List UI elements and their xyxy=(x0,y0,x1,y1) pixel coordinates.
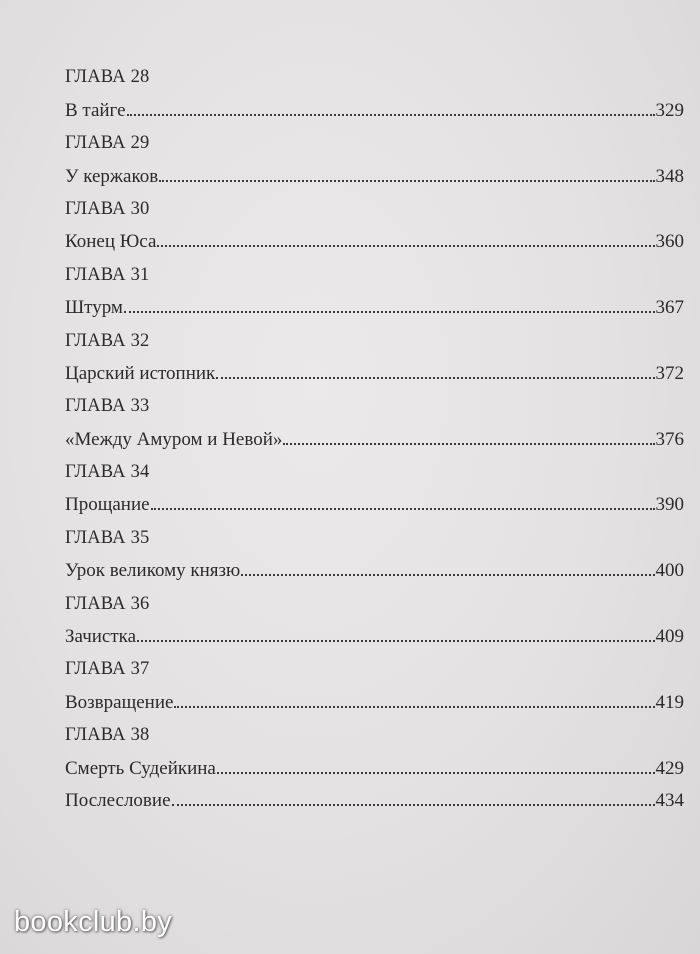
chapter-heading: ГЛАВА 35 xyxy=(65,527,150,548)
dot-leader xyxy=(172,804,655,806)
toc-entry-afterword xyxy=(65,782,684,815)
chapter-heading: ГЛАВА 37 xyxy=(65,659,150,680)
chapter-heading: ГЛАВА 29 xyxy=(65,133,150,154)
toc-entry xyxy=(65,617,684,650)
dot-leader xyxy=(151,508,655,510)
page-number: 376 xyxy=(655,428,684,450)
table-of-contents xyxy=(65,58,684,814)
dot-leader xyxy=(137,640,654,642)
toc-entry xyxy=(65,354,684,387)
entry-title: Конец Юса xyxy=(65,231,157,253)
page-number: 372 xyxy=(655,362,684,384)
toc-entry xyxy=(65,551,684,584)
entry-title: В тайге xyxy=(65,99,126,121)
page-number: 360 xyxy=(655,231,684,253)
dot-leader xyxy=(283,443,654,445)
dot-leader xyxy=(216,377,654,379)
page-number: 429 xyxy=(655,757,684,779)
page-number: 419 xyxy=(655,691,684,713)
entry-title: У кержаков xyxy=(65,165,159,187)
entry-title: «Между Амуром и Невой» xyxy=(65,428,283,450)
toc-entry xyxy=(65,486,684,519)
dot-leader xyxy=(124,311,655,313)
page-number: 434 xyxy=(655,790,684,812)
watermark: bookclub.by xyxy=(14,906,173,938)
entry-title: Штурм xyxy=(65,297,123,319)
toc-entry xyxy=(65,222,684,255)
dot-leader xyxy=(217,772,655,774)
page-number: 329 xyxy=(655,99,684,121)
entry-title: Зачистка xyxy=(65,626,137,648)
entry-title: Возвращение xyxy=(65,691,174,713)
chapter-heading: ГЛАВА 36 xyxy=(65,593,150,614)
toc-entry xyxy=(65,749,684,782)
entry-title: Послесловие xyxy=(65,790,171,812)
page-number: 400 xyxy=(655,560,684,582)
entry-title: Царский истопник xyxy=(65,362,216,384)
dot-leader xyxy=(241,574,654,576)
toc-entry xyxy=(65,91,684,124)
page-number: 390 xyxy=(655,494,684,516)
chapter-heading: ГЛАВА 31 xyxy=(65,264,150,285)
dot-leader xyxy=(174,706,654,708)
entry-title: Урок великому князю xyxy=(65,560,241,582)
chapter-heading: ГЛАВА 38 xyxy=(65,725,150,746)
page-number: 367 xyxy=(655,297,684,319)
dot-leader xyxy=(157,245,654,247)
chapter-heading: ГЛАВА 34 xyxy=(65,462,150,483)
chapter-heading: ГЛАВА 33 xyxy=(65,396,150,417)
dot-leader xyxy=(127,114,655,116)
toc-entry xyxy=(65,157,684,190)
chapter-heading: ГЛАВА 28 xyxy=(65,67,150,88)
dot-leader xyxy=(159,180,654,182)
toc-entry xyxy=(65,683,684,716)
chapter-heading: ГЛАВА 30 xyxy=(65,198,150,219)
entry-title: Прощание xyxy=(65,494,150,516)
toc-entry xyxy=(65,420,684,453)
page-number: 409 xyxy=(655,626,684,648)
toc-entry xyxy=(65,288,684,321)
chapter-heading: ГЛАВА 32 xyxy=(65,330,150,351)
entry-title: Смерть Судейкина xyxy=(65,757,216,779)
page-number: 348 xyxy=(655,165,684,187)
